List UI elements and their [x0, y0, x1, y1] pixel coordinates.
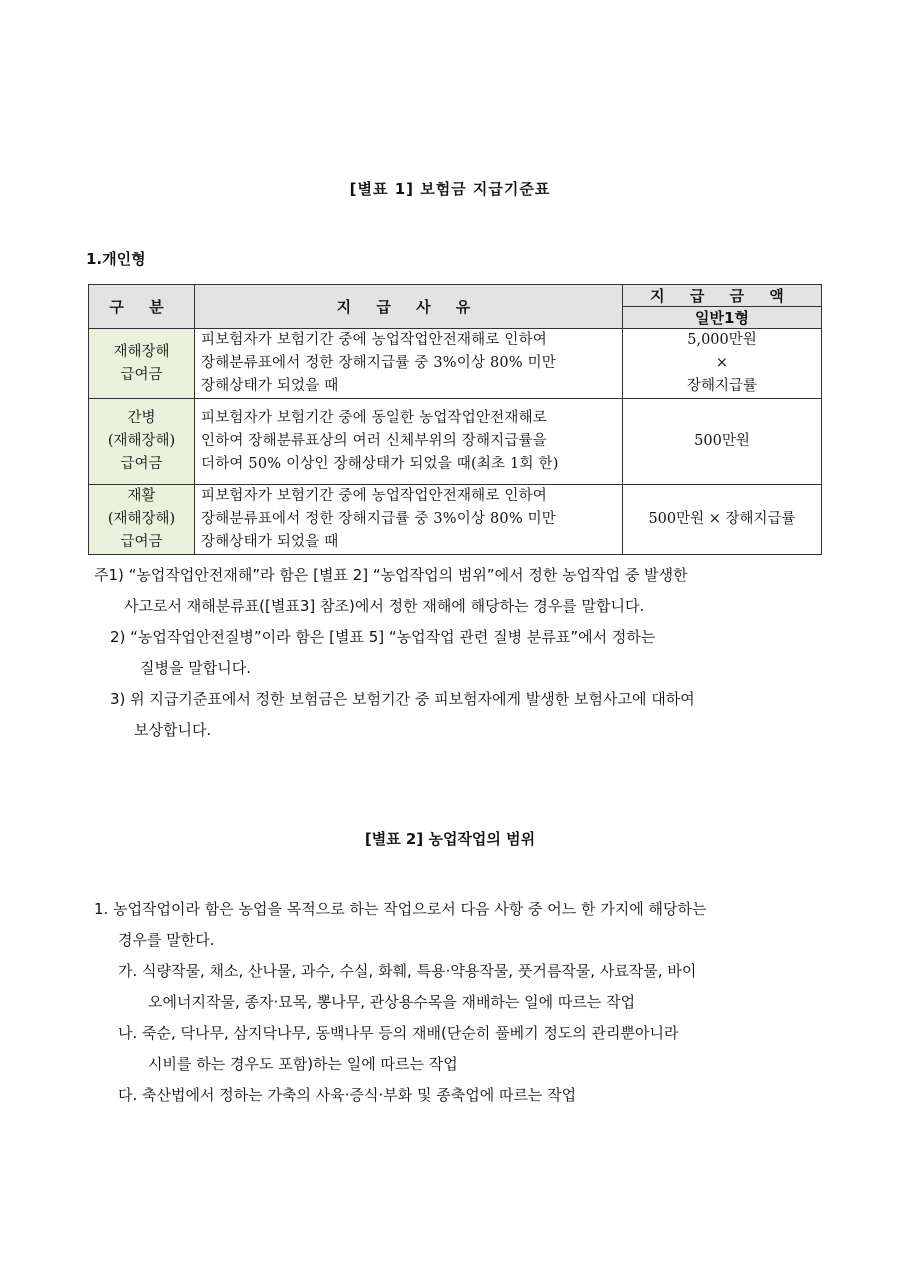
table-row — [89, 485, 822, 555]
page-title-appendix-2: [별표 2] 농업작업의 범위 — [364, 830, 536, 848]
category-line: 재해장해 — [113, 343, 170, 360]
row-category — [89, 329, 195, 399]
category-line: (재해장해) — [107, 511, 176, 527]
reason-line: 인하여 장해분류표상의 여러 신체부위의 장해지급률을 — [201, 433, 547, 449]
header-reason: 지 급 사 유 — [195, 285, 623, 329]
reason-line: 피보험자가 보험기간 중에 농업작업안전재해로 인하여 — [201, 332, 547, 348]
farm-work-scope-list — [94, 894, 824, 1111]
list-line: 다. 축산법에서 정하는 가축의 사육·증식·부화 및 종축업에 따르는 작업 — [118, 1086, 577, 1104]
payment-criteria-table — [88, 284, 822, 555]
header-type-general1: 일반1형 — [623, 307, 822, 329]
section-heading-individual: 1.개인형 — [86, 250, 146, 268]
category-line: 급여금 — [120, 366, 163, 383]
row-amount — [623, 329, 822, 399]
reason-line: 피보험자가 보험기간 중에 농업작업안전재해로 인하여 — [201, 488, 547, 504]
list-line: 시비를 하는 경우도 포함)하는 일에 따르는 작업 — [148, 1055, 458, 1073]
table-footnotes — [94, 560, 834, 746]
list-item-1 — [94, 894, 824, 956]
row-amount — [623, 399, 822, 485]
amount-line: 5,000만원 — [687, 332, 757, 348]
footnote-line: 보상합니다. — [134, 721, 212, 739]
amount-line: 500만원 — [694, 433, 750, 449]
footnote-1 — [94, 560, 834, 622]
footnote-2 — [94, 622, 834, 684]
footnote-line: 질병을 말합니다. — [140, 659, 251, 677]
table-row — [89, 329, 822, 399]
amount-line: × — [715, 355, 729, 371]
header-category: 구 분 — [89, 285, 195, 329]
reason-line: 장해상태가 되었을 때 — [201, 378, 339, 394]
category-line: (재해장해) — [107, 433, 176, 449]
list-line: 오에너지작물, 종자·묘목, 뽕나무, 관상용수목을 재배하는 일에 따르는 작업 — [148, 993, 636, 1011]
page-title-appendix-1: [별표 1] 보험금 지급기준표 — [349, 180, 551, 198]
header-amount: 지 급 금 액 — [623, 285, 822, 307]
list-item-da — [94, 1080, 824, 1111]
row-amount — [623, 485, 822, 555]
list-item-na — [94, 1018, 824, 1080]
category-line: 재활 — [127, 488, 156, 504]
table-row — [89, 399, 822, 485]
list-line: 1. 농업작업이라 함은 농업을 목적으로 하는 작업으로서 다음 사항 중 어느 한 가지에 해당하는 — [94, 900, 707, 918]
row-category — [89, 485, 195, 555]
row-category — [89, 399, 195, 485]
row-reason — [195, 329, 623, 399]
reason-line: 장해분류표에서 정한 장해지급률 중 3%이상 80% 미만 — [201, 511, 557, 527]
category-line: 간병 — [127, 410, 156, 426]
reason-line: 피보험자가 보험기간 중에 동일한 농업작업안전재해로 — [201, 410, 547, 426]
category-line: 급여금 — [120, 534, 163, 550]
footnote-line: 3) 위 지급기준표에서 정한 보험금은 보험기간 중 피보험자에게 발생한 보험사고에 대하여 — [110, 690, 695, 708]
reason-line: 장해분류표에서 정한 장해지급률 중 3%이상 80% 미만 — [201, 355, 557, 371]
reason-line: 장해상태가 되었을 때 — [201, 534, 339, 550]
footnote-3 — [94, 684, 834, 746]
row-reason — [195, 399, 623, 485]
list-line: 경우를 말한다. — [118, 931, 215, 949]
footnote-line: 사고로서 재해분류표([별표3] 참조)에서 정한 재해에 해당하는 경우를 말합니다. — [124, 597, 645, 615]
list-line: 나. 죽순, 닥나무, 삼지닥나무, 동백나무 등의 재배(단순히 풀베기 정도의 관리뿐아니라 — [118, 1024, 679, 1042]
amount-line: 500만원 × 장해지급률 — [648, 511, 796, 527]
list-item-ga — [94, 956, 824, 1018]
footnote-line: 2) “농업작업안전질병”이라 함은 [별표 5] “농업작업 관련 질병 분류표”에서 정하는 — [110, 628, 656, 646]
row-reason — [195, 485, 623, 555]
reason-line: 더하여 50% 이상인 장해상태가 되었을 때(최초 1회 한) — [201, 456, 559, 472]
amount-line: 장해지급률 — [686, 378, 758, 394]
footnote-line: 주1) “농업작업안전재해”라 함은 [별표 2] “농업작업의 범위”에서 정한 농업작업 중 발생한 — [94, 566, 688, 584]
category-line: 급여금 — [120, 456, 163, 472]
list-line: 가. 식량작물, 채소, 산나물, 과수, 수실, 화훼, 특용·약용작물, 풋거름작물, 사료작물, 바이 — [118, 962, 697, 980]
